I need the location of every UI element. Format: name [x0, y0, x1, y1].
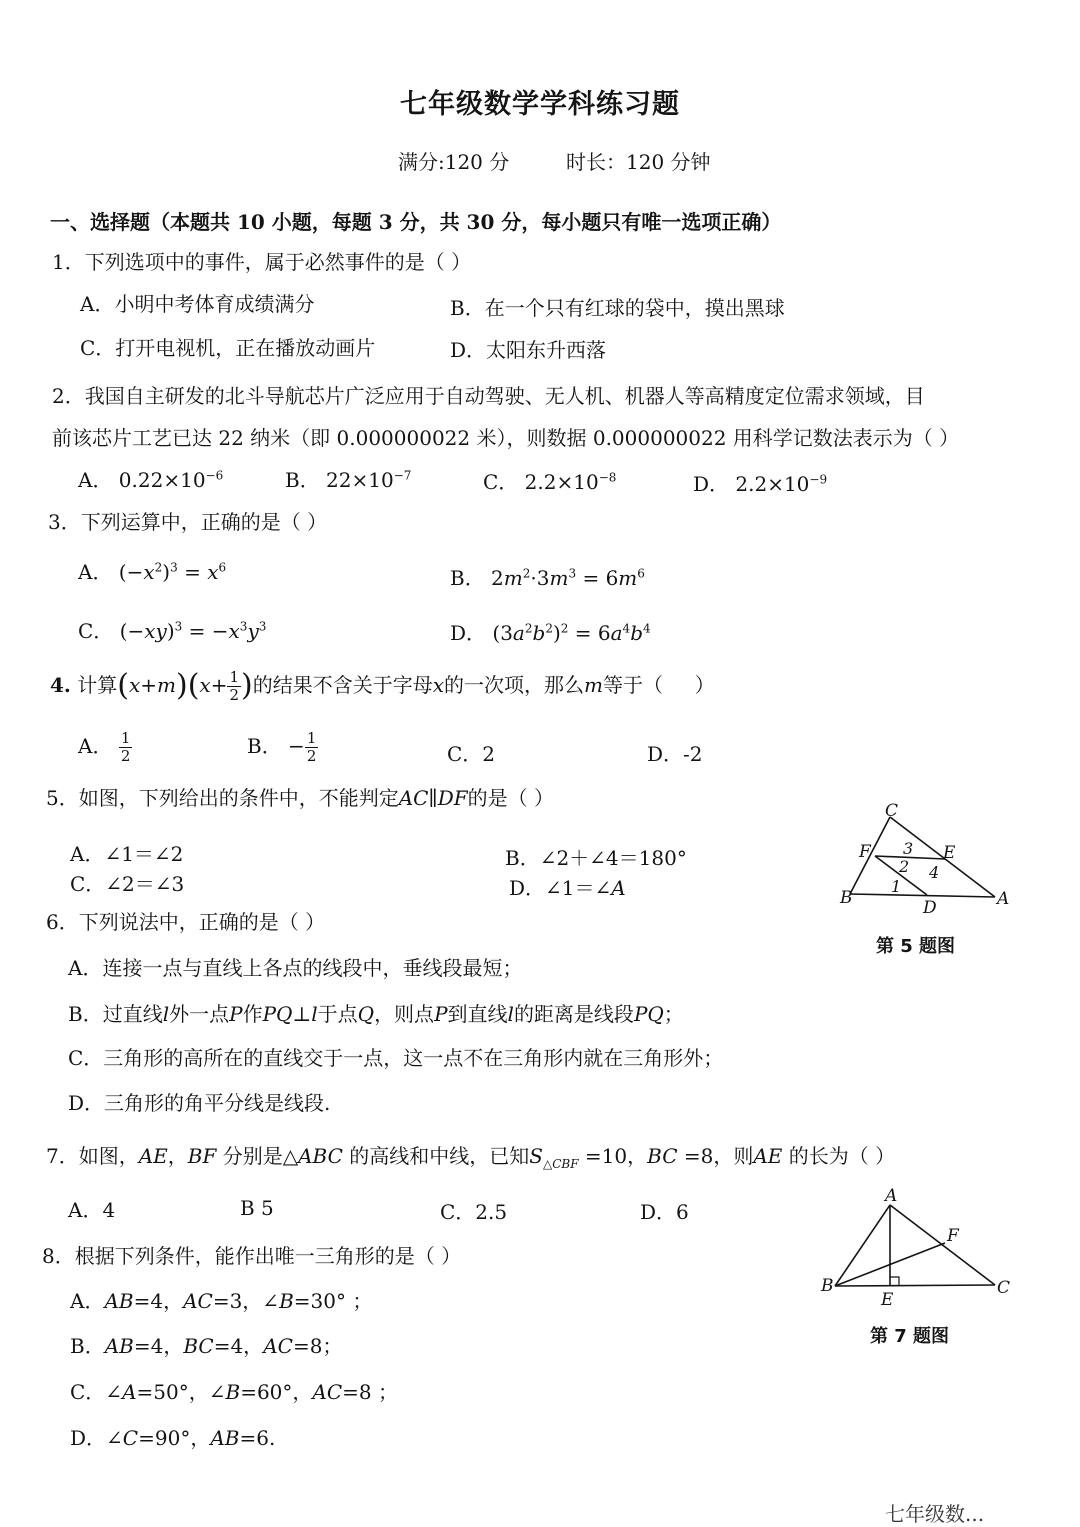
right-angle-mark	[890, 1277, 899, 1286]
question-3-stem: 3．下列运算中，正确的是（ ）	[48, 510, 328, 534]
question-8-option-c: C．∠A=50°，∠B=60°，AC=8 ；	[70, 1380, 398, 1404]
point-b-label: B	[821, 1276, 834, 1296]
question-6-option-b: B．过直线l外一点P作PQ⊥l于点Q，则点P到直线l的距离是线段PQ；	[68, 1002, 684, 1026]
page-footer: 七年级数...	[885, 1502, 985, 1526]
point-f-label: F	[947, 1226, 959, 1246]
question-7-option-a: A．4	[68, 1198, 116, 1222]
question-7-option-b: B 5	[240, 1196, 274, 1220]
point-e-label: E	[881, 1290, 894, 1310]
question-5-figure-caption: 第 5 题图	[876, 936, 956, 957]
angle-1-label: 1	[891, 877, 902, 896]
question-8-option-a: A．AB=4，AC=3，∠B=30° ；	[70, 1289, 373, 1313]
question-1-option-c: C．打开电视机，正在播放动画片	[80, 336, 376, 360]
question-5-option-d: D．∠1＝∠A	[509, 876, 626, 900]
question-7-option-d: D．6	[640, 1200, 689, 1224]
question-7-figure	[815, 1185, 1015, 1310]
point-d-label: D	[923, 898, 937, 918]
question-7-option-c: C．2.5	[440, 1200, 508, 1224]
question-6-option-d: D．三角形的角平分线是线段.	[68, 1091, 331, 1115]
question-8-stem: 8．根据下列条件，能作出唯一三角形的是（ ）	[42, 1244, 462, 1268]
point-e-label: E	[943, 843, 956, 863]
angle-3-label: 3	[903, 839, 914, 858]
question-5-option-b: B．∠2＋∠4＝180°	[505, 846, 687, 870]
question-2-option-b: B． $22\times 10^{-7}$	[285, 468, 412, 492]
full-score: 满分:120 分	[398, 150, 510, 174]
point-a-label: A	[997, 889, 1010, 909]
line-bc	[835, 1285, 995, 1286]
line-ba	[850, 894, 995, 897]
question-1-option-b: B．在一个只有红球的袋中，摸出黑球	[450, 296, 785, 320]
question-2-option-a: A． $0.22\times 10^{-6}$	[78, 468, 224, 492]
question-2-line-1: 2．我国自主研发的北斗导航芯片广泛应用于自动驾驶、无人机、机器人等高精度定位需求领域，目	[52, 384, 925, 408]
question-2-option-c: C． $2.2\times 10^{-8}$	[483, 470, 617, 494]
question-6-option-c: C．三角形的高所在的直线交于一点，这一点不在三角形内就在三角形外；	[68, 1046, 724, 1070]
question-5-figure	[835, 800, 1010, 920]
question-5-option-c: C．∠2＝∠3	[70, 872, 185, 896]
section-heading: 一、选择题（本题共 10 小题，每题 3 分，共 30 分，每小题只有唯一选项正确）	[50, 210, 782, 234]
question-4-option-c: C．2	[447, 742, 496, 766]
angle-2-label: 2	[899, 857, 910, 876]
point-a-label: A	[885, 1186, 898, 1206]
question-1-stem: 1．下列选项中的事件，属于必然事件的是（ ）	[52, 250, 472, 274]
point-c-label: C	[997, 1278, 1011, 1298]
question-8-option-d: D．∠C=90°，AB=6.	[70, 1426, 276, 1450]
page-title: 七年级数学学科练习题	[400, 89, 680, 120]
question-5-option-a: A．∠1＝∠2	[70, 842, 184, 866]
question-4-option-b: B． − $\frac{1}{2}$	[247, 729, 317, 765]
question-6-option-a: A．连接一点与直线上各点的线段中，垂线段最短；	[68, 956, 523, 980]
duration: 时长：120 分钟	[566, 150, 711, 174]
question-1-option-d: D．太阳东升西落	[450, 338, 607, 362]
point-b-label: B	[840, 888, 853, 908]
angle-4-label: 4	[929, 863, 940, 882]
point-c-label: C	[885, 801, 899, 821]
question-8-option-b: B．AB=4，BC=4，AC=8；	[70, 1334, 343, 1358]
line-ac	[890, 1205, 995, 1285]
question-2-option-d: D． $2.2\times 10^{-9}$	[693, 472, 828, 496]
question-7-figure-caption: 第 7 题图	[870, 1326, 950, 1347]
question-3-option-d: D． $(3a^2b^2)^2 = 6a^4b^4$	[450, 621, 651, 645]
question-6-stem: 6．下列说法中，正确的是（ ）	[46, 910, 326, 934]
question-3-option-a: A． $(-x^2)^3 = x^6$	[78, 560, 227, 584]
question-4-stem: 4. 计算(x+m)(x+ $\frac{1}{2}$ )的结果不含关于字母x的一次项，那么m等于（ ）	[50, 668, 715, 704]
question-3-option-b: B． $2m^2\cdot 3m^3 = 6m^6$	[450, 566, 645, 590]
point-f-label: F	[859, 842, 871, 862]
question-2-line-2: 前该芯片工艺已达 22 纳米（即 0.000000022 米），则数据 0.000000022 用科学记数法表示为（ ）	[52, 426, 960, 450]
question-1-option-a: A．小明中考体育成绩满分	[80, 292, 315, 316]
question-4-option-d: D．-2	[647, 742, 703, 766]
question-7-stem: 7．如图，AE，BF 分别是△ABC 的高线和中线，已知$S_{\triangle CBF} =10$，BC =8，则AE 的长为（ ）	[46, 1144, 896, 1171]
question-4-option-a: A． $\frac{1}{2}$	[78, 729, 131, 765]
question-5-stem: 5．如图，下列给出的条件中，不能判定AC∥DF的是（ ）	[46, 786, 555, 810]
line-ab	[835, 1205, 890, 1286]
question-3-option-c: C． $(-xy)^3 = -x^3y^3$	[78, 619, 267, 643]
